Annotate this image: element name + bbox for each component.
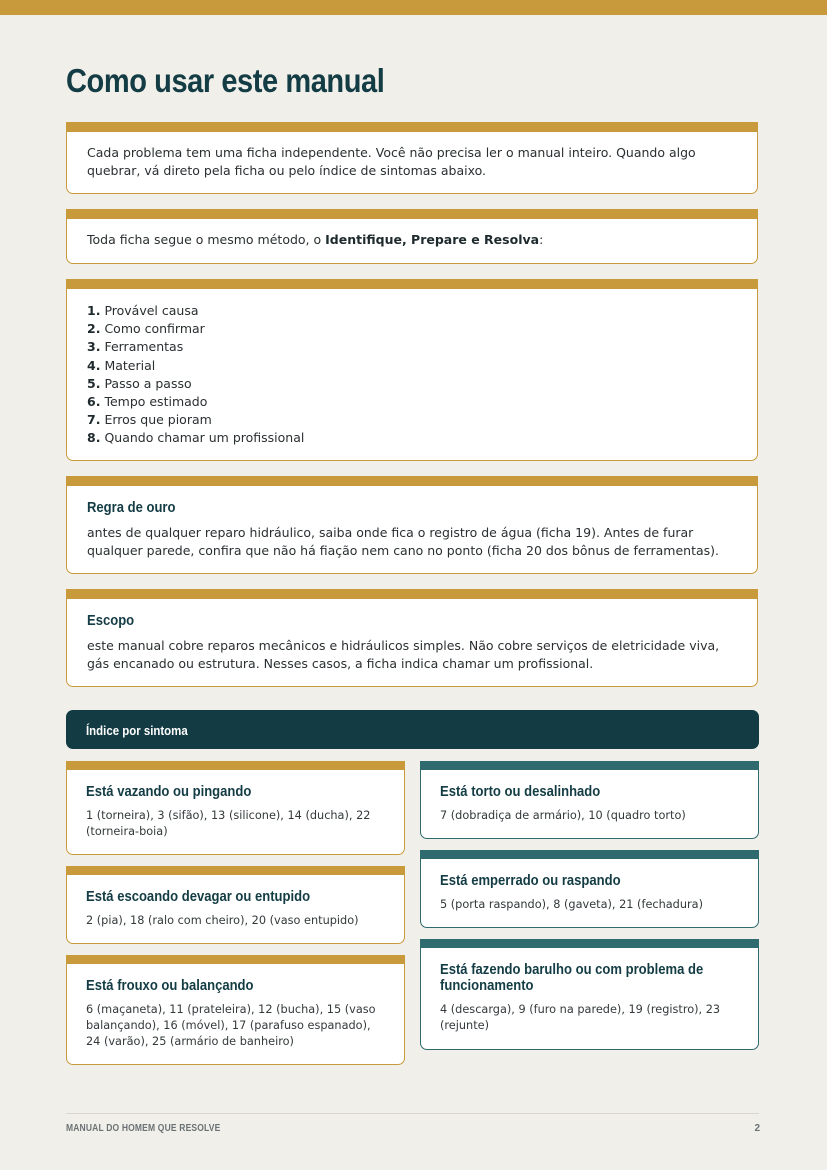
golden-rule-box xyxy=(66,476,758,574)
footer-title: MANUAL DO HOMEM QUE RESOLVE xyxy=(66,1123,221,1134)
symptom-title: Está torto ou desalinhado xyxy=(440,784,601,800)
symptom-title: Está escoando devagar ou entupido xyxy=(86,889,311,905)
step-item: 5. Passo a passo xyxy=(87,375,192,391)
symptom-title: Está emperrado ou raspando xyxy=(440,873,621,889)
symptom-title: Está frouxo ou balançando xyxy=(86,978,254,994)
method-name: Identifique, Prepare e Resolva xyxy=(325,232,540,247)
symptom-entries: 1 (torneira), 3 (sifão), 13 (silicone), 14 (ducha), 22 (torneira-boia) xyxy=(86,809,371,838)
golden-rule-title: Regra de ouro xyxy=(87,500,176,516)
step-item: 1. Provável causa xyxy=(87,303,199,318)
method-box xyxy=(66,209,758,264)
symptom-index-header xyxy=(66,710,759,749)
golden-rule-text: antes de qualquer reparo hidráulico, saiba onde fica o registro de água (ficha 19). Antes de furar qualquer parede, confira que não há fiação nem cano no ponto (ficha 20 dos bônus de ferramentas). xyxy=(87,525,719,558)
page-title: Como usar este manual xyxy=(66,62,385,99)
symptom-card[interactable] xyxy=(66,761,405,855)
symptom-card[interactable] xyxy=(420,939,759,1050)
intro-text: Cada problema tem uma ficha independente. Você não precisa ler o manual inteiro. Quando algo quebrar, vá direto pela ficha ou pelo índice de sintomas abaixo. xyxy=(87,145,696,178)
symptom-card[interactable] xyxy=(420,850,759,928)
step-item: 8. Quando chamar um profissional xyxy=(87,430,305,446)
symptom-title: Está fazendo barulho ou com problema de funcionamento xyxy=(440,962,704,994)
intro-box xyxy=(66,122,758,194)
step-item: 3. Ferramentas xyxy=(87,339,184,355)
symptom-card[interactable] xyxy=(66,955,405,1065)
step-item: 7. Erros que pioram xyxy=(87,412,212,428)
symptom-card[interactable] xyxy=(66,866,405,944)
step-item: 6. Tempo estimado xyxy=(87,394,208,410)
scope-text: este manual cobre reparos mecânicos e hidráulicos simples. Não cobre serviços de eletricidade viva, gás encanado ou estrutura. Nesses casos, a ficha indica chamar um profissional. xyxy=(87,638,720,671)
symptom-entries: 7 (dobradiça de armário), 10 (quadro torto) xyxy=(440,809,686,822)
symptom-title: Está vazando ou pingando xyxy=(86,784,252,800)
top-accent-bar xyxy=(0,0,827,15)
page-number: 2 xyxy=(754,1123,760,1134)
method-text: Toda ficha segue o mesmo método, o Identifique, Prepare e Resolva: xyxy=(87,232,544,247)
step-item: 2. Como confirmar xyxy=(87,321,205,337)
step-item: 4. Material xyxy=(87,357,156,373)
symptom-card[interactable] xyxy=(420,761,759,839)
footer-divider xyxy=(66,1113,759,1114)
symptom-entries: 4 (descarga), 9 (furo na parede), 19 (registro), 23 (rejunte) xyxy=(440,1003,721,1032)
steps-box xyxy=(66,279,758,461)
scope-box xyxy=(66,589,758,687)
symptom-index-title: Índice por sintoma xyxy=(86,723,188,738)
symptom-entries: 5 (porta raspando), 8 (gaveta), 21 (fechadura) xyxy=(440,898,703,911)
symptom-entries: 2 (pia), 18 (ralo com cheiro), 20 (vaso entupido) xyxy=(86,914,359,927)
symptom-entries: 6 (maçaneta), 11 (prateleira), 12 (bucha), 15 (vaso balançando), 16 (móvel), 17 (parafuso espanado), 24 (varão), 25 (armário de banheiro) xyxy=(86,1003,376,1048)
scope-title: Escopo xyxy=(87,613,135,629)
